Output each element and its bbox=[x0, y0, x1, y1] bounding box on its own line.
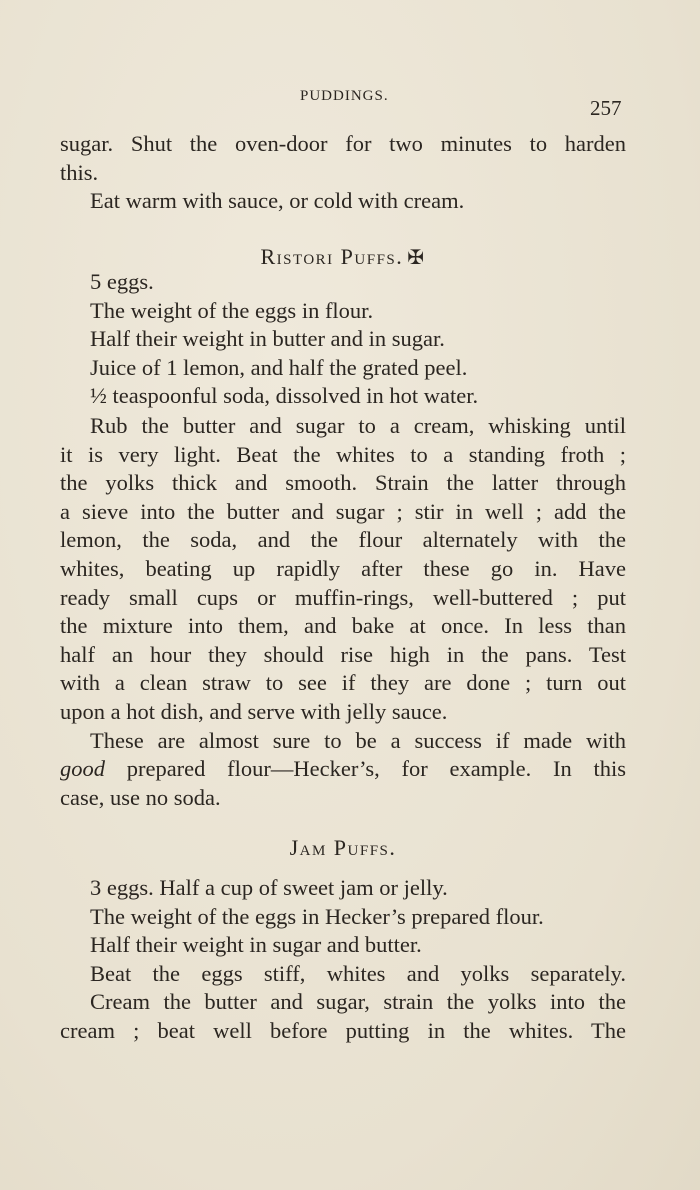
ingredient-line: Juice of 1 lemon, and half the grated peel. bbox=[90, 354, 468, 380]
method-line: with a clean straw to see if they are done ; turn out bbox=[60, 670, 626, 696]
method-line: ready small cups or muffin-rings, well-buttered ; put bbox=[60, 584, 626, 610]
note-line-1: These are almost sure to be a success if made with bbox=[90, 727, 626, 753]
ingredient-line: ½ teaspoonful soda, dissolved in hot water. bbox=[90, 383, 479, 409]
jam-body bbox=[60, 874, 626, 1046]
intro-line-1: sugar. Shut the oven-door for two minutes to harden bbox=[60, 131, 626, 156]
method-line: upon a hot dish, and serve with jelly sauce. bbox=[60, 698, 448, 724]
jam-line: Half their weight in sugar and butter. bbox=[90, 932, 422, 958]
running-head: PUDDINGS. bbox=[300, 88, 389, 104]
jam-line: Beat the eggs stiff, whites and yolks separately. bbox=[90, 960, 626, 986]
page-number: 257 bbox=[590, 96, 622, 120]
ristori-title: Ristori Puffs. bbox=[260, 244, 404, 269]
method-line: Rub the butter and sugar to a cream, whisking until bbox=[90, 413, 626, 438]
intro-line-3: Eat warm with sauce, or cold with cream. bbox=[90, 188, 465, 214]
ristori-method bbox=[60, 412, 626, 812]
method-line: half an hour they should rise high in the pans. Test bbox=[60, 641, 626, 667]
ingredient-line: The weight of the eggs in flour. bbox=[90, 297, 374, 323]
ingredient-line: 5 eggs. bbox=[90, 269, 154, 294]
method-line: a sieve into the butter and sugar ; stir in well ; add the bbox=[60, 498, 626, 524]
ristori-ingredients bbox=[60, 268, 626, 411]
method-line: it is very light. Beat the whites to a standing froth ; bbox=[60, 441, 626, 467]
jam-line: 3 eggs. Half a cup of sweet jam or jelly. bbox=[90, 875, 448, 900]
method-line: whites, beating up rapidly after these go in. Have bbox=[60, 555, 626, 581]
jam-line: Cream the butter and sugar, strain the yolks into the bbox=[90, 989, 626, 1015]
jam-line: The weight of the eggs in Hecker’s prepared flour. bbox=[90, 903, 544, 929]
intro-paragraph bbox=[60, 130, 626, 216]
method-line: the yolks thick and smooth. Strain the latter through bbox=[60, 470, 626, 496]
note-italic-word: good bbox=[60, 756, 105, 782]
note-line-2-rest: prepared flour—Hecker’s, for example. In this bbox=[105, 756, 626, 782]
maltese-cross-icon: ✠ bbox=[407, 247, 426, 269]
ingredient-line: Half their weight in butter and in sugar. bbox=[90, 326, 445, 352]
note-line-3: case, use no soda. bbox=[60, 784, 221, 810]
intro-line-2: this. bbox=[60, 159, 99, 185]
method-line: the mixture into them, and bake at once. In less than bbox=[60, 613, 626, 639]
note-line-2 bbox=[60, 755, 626, 784]
jam-line: cream ; beat well before putting in the whites. The bbox=[60, 1017, 626, 1043]
jam-heading: Jam Puffs. bbox=[289, 835, 397, 860]
method-line: lemon, the soda, and the flour alternately with the bbox=[60, 527, 626, 553]
